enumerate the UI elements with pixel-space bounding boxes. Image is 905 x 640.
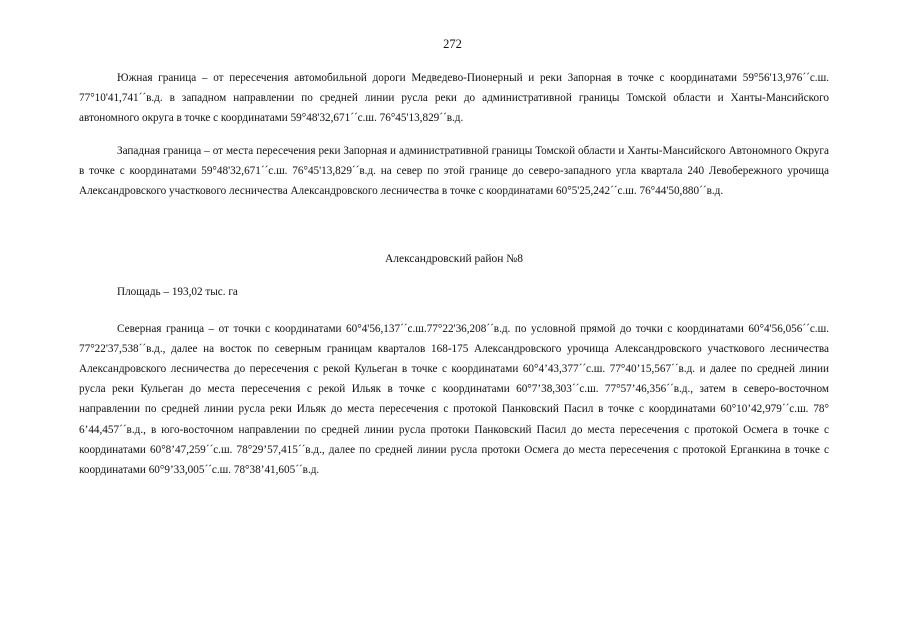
district-heading: Александровский район №8 bbox=[384, 253, 524, 266]
document-body bbox=[79, 68, 829, 480]
north-border-paragraph: Северная граница – от точки с координатами 60°4'56,137´´с.ш.77°22'36,208´´в.д. по условной прямой до точки с координатами 60°4'56,056´´с.ш. 77°22'37,538´´в.д., далее на восток по северным границам кварталов 168-175 Александровского урочища Александровского участкового лесничества Александровского лесничества до пересечения с рекой Кульеган в точке с координатами 60°4’43,377´´с.ш. 77°40’15,567´´в.д. и далее по средней линии русла реки Кульеган до места пересечения с рекой Ильяк в точке с координатами 60°7’38,303´´с.ш. 77°57’46,356´´в.д., затем в северо-восточном направлении по средней линии русла реки Ильяк до места пересечения с протокой Панковский Пасил в точке с координатами 60°10’42,979´´с.ш. 78° 6’44,457´´в.д., в юго-восточном направлении по средней линии русла протоки Панковский Пасил до места пересечения с протокой Осмега в точке с координатами 60°8’47,259´´с.ш. 78°29’57,415´´в.д., далее по средней линии русла протоки Осмега до места пересечения с протокой Ерганкина в точке с координатами 60°9’33,005´´с.ш. 78°38’41,605´´в.д. bbox=[79, 322, 829, 477]
west-border-paragraph: Западная граница – от места пересечения реки Запорная и административной границы Томской области и Ханты-Мансийского Автономного Округа в точке с координатами 59°48'32,671´´с.ш. 76°45'13,829´´в.д. на север по этой границе до северо-западного угла квартала 240 Левобережного урочища Александровского участкового лесничества Александровского лесничества в точке с координатами 60°5'25,242´´с.ш. 76°44'50,880´´в.д. bbox=[79, 144, 829, 198]
page-number: 272 bbox=[443, 37, 462, 51]
area-paragraph: Площадь – 193,02 тыс. га bbox=[117, 286, 238, 299]
south-border-paragraph: Южная граница – от пересечения автомобильной дороги Медведево-Пионерный и реки Запорная в точке с координатами 59°56'13,976´´с.ш. 77°10'41,741´´в.д. в западном направлении по средней линии русла реки до административной границы Томской области и Ханты-Мансийского автономного округа в точке с координатами 59°48'32,671´´с.ш. 76°45'13,829´´в.д. bbox=[79, 72, 829, 125]
